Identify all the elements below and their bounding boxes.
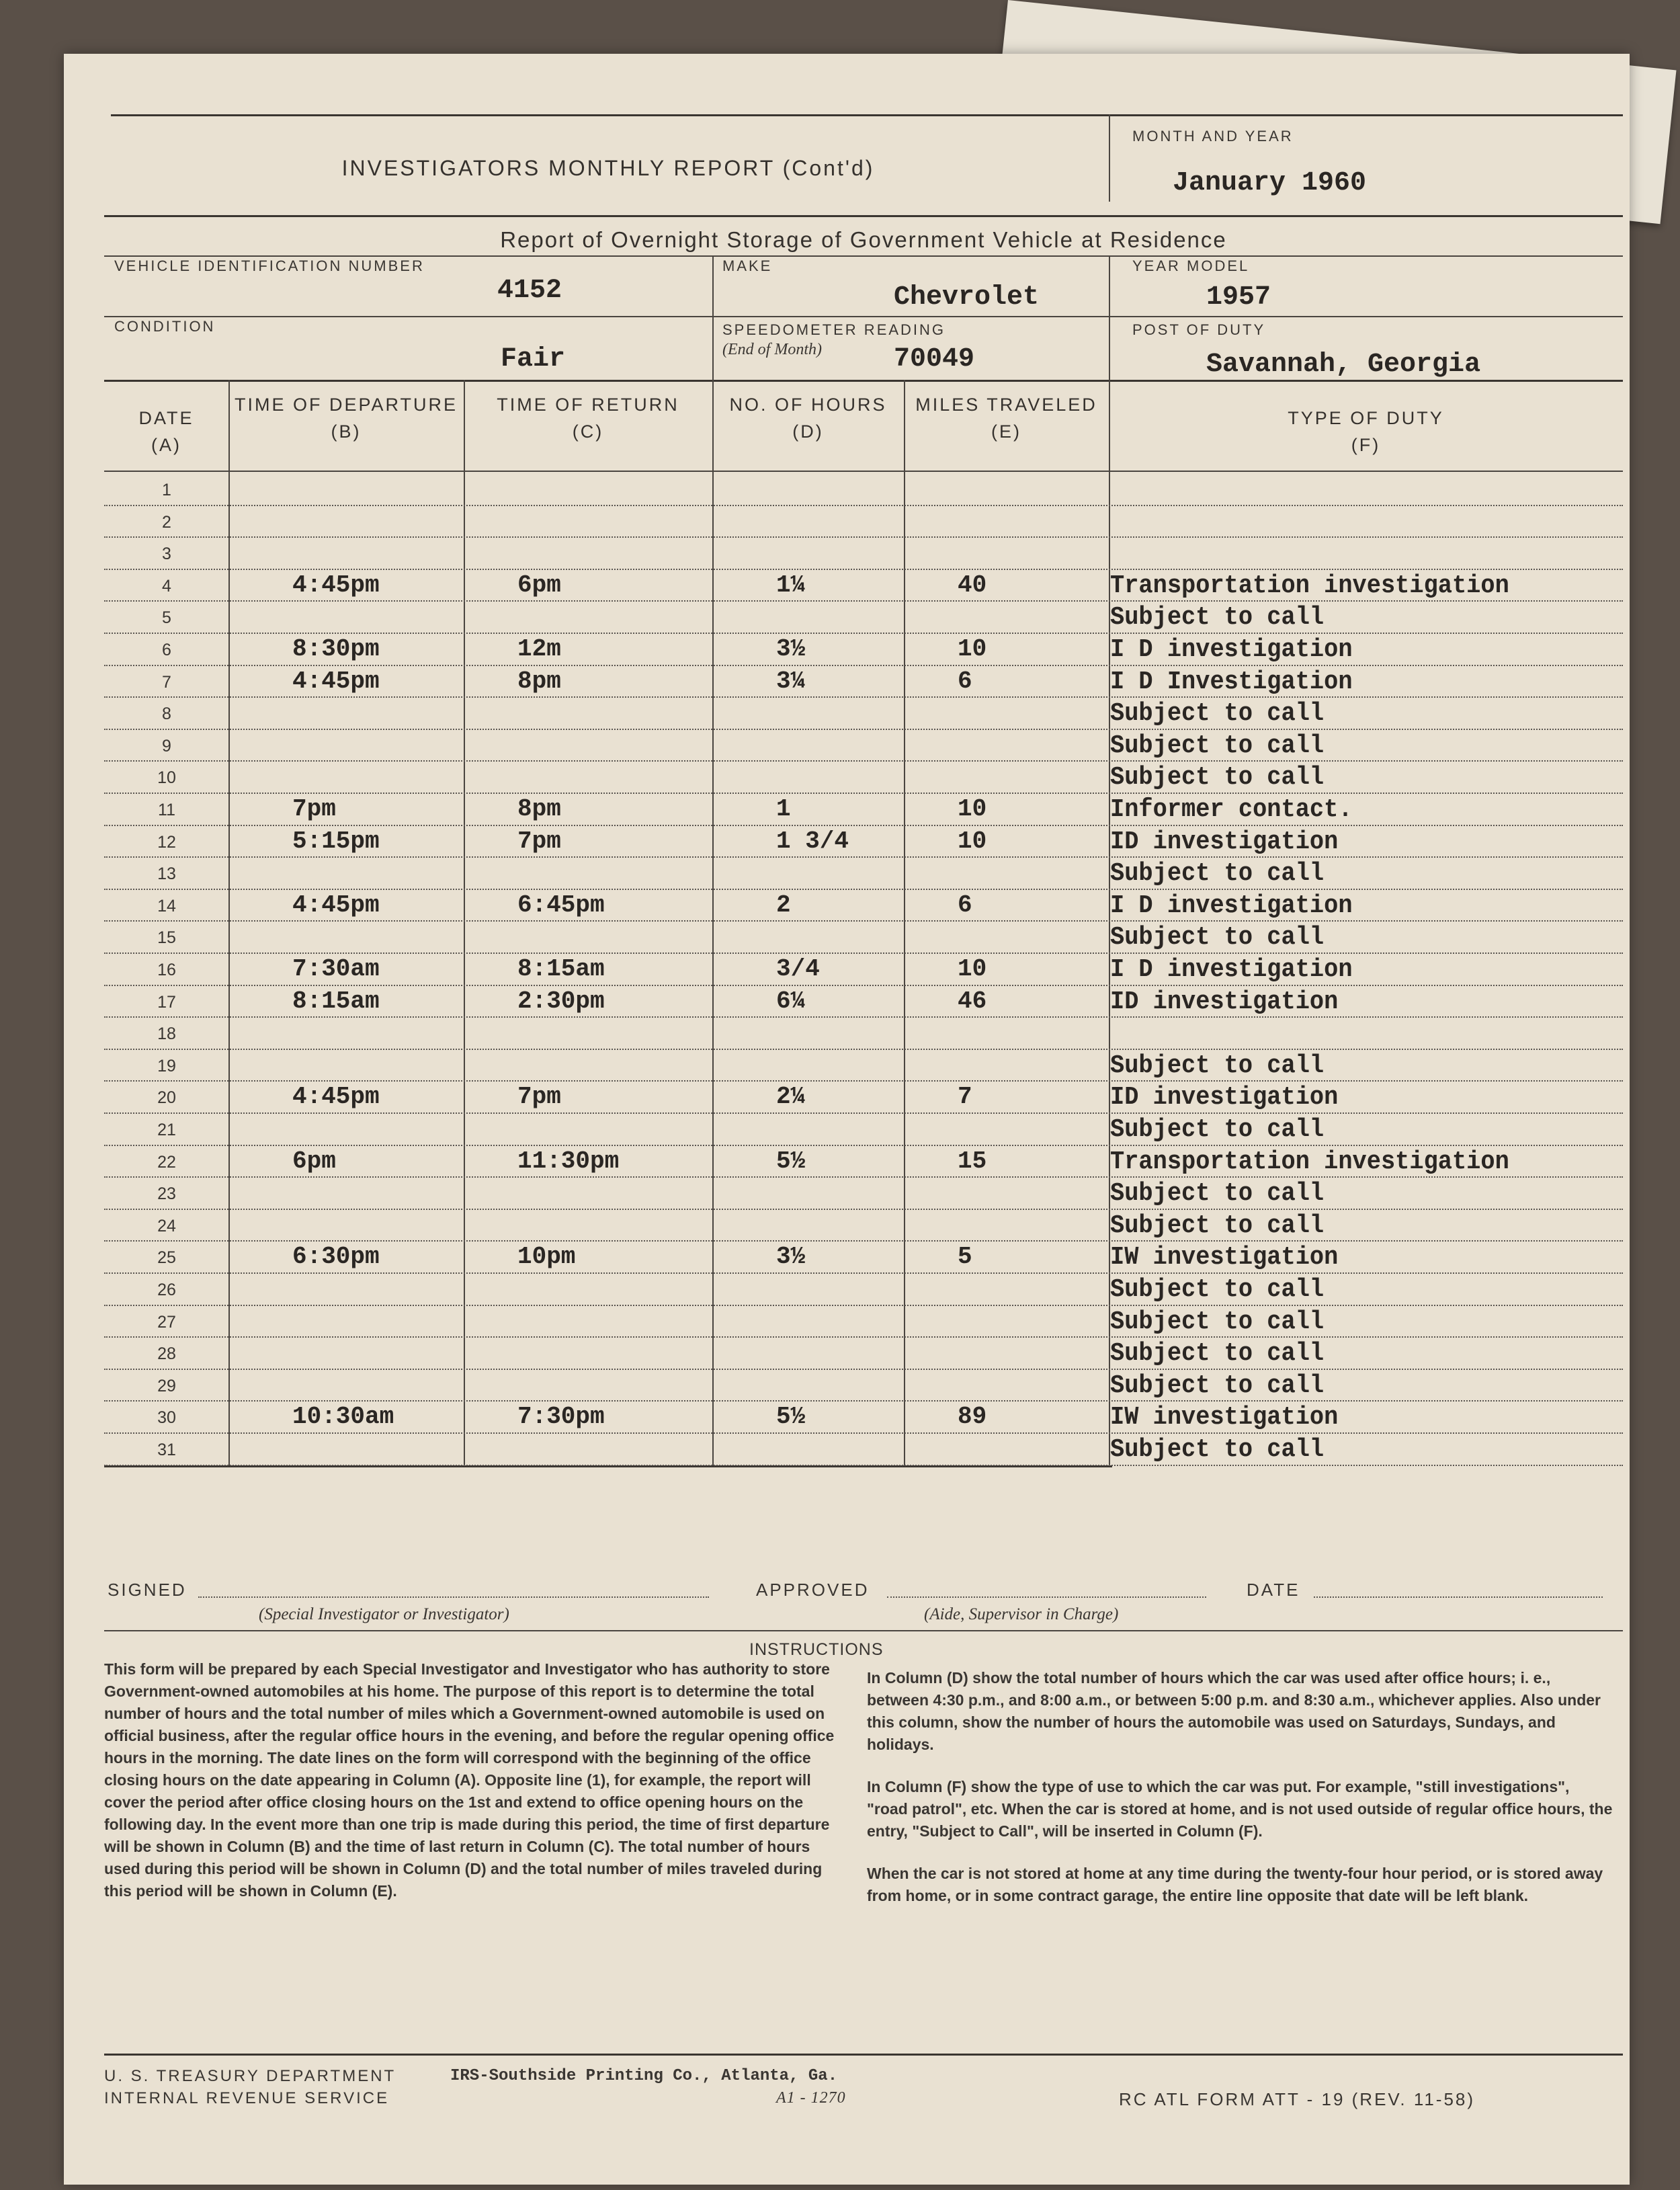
date-cell: 8 <box>162 704 171 724</box>
col-header-hours: NO. OF HOURS (D) <box>729 395 887 442</box>
return-cell[interactable]: 7:30pm <box>517 1403 605 1431</box>
miles-cell[interactable]: 5 <box>958 1243 972 1271</box>
date-cell: 5 <box>162 608 171 628</box>
footer-dept: U. S. TREASURY DEPARTMENT <box>104 2067 396 2085</box>
duty-cell[interactable]: I D investigation <box>1110 891 1353 920</box>
date-cell: 30 <box>157 1408 176 1428</box>
report-sheet <box>64 54 1630 2185</box>
miles-cell[interactable]: 46 <box>958 987 987 1015</box>
hours-cell[interactable]: 1 3/4 <box>776 827 849 855</box>
signed-label: SIGNED <box>108 1580 187 1600</box>
date-cell: 3 <box>162 544 171 564</box>
date-cell: 26 <box>157 1281 176 1299</box>
row-rule <box>104 1016 1623 1018</box>
duty-cell[interactable]: IW investigation <box>1110 1243 1339 1272</box>
hours-cell[interactable]: 2¼ <box>776 1083 806 1111</box>
return-cell[interactable]: 10pm <box>517 1243 576 1271</box>
duty-cell[interactable]: Subject to call <box>1110 1179 1325 1209</box>
duty-cell[interactable]: Subject to call <box>1110 859 1325 889</box>
date-cell: 7 <box>162 672 171 692</box>
duty-cell[interactable]: Subject to call <box>1110 1115 1325 1144</box>
departure-cell[interactable]: 4:45pm <box>292 571 380 599</box>
return-cell[interactable]: 6pm <box>517 571 561 599</box>
duty-cell[interactable]: Subject to call <box>1110 1307 1325 1336</box>
date-cell: 4 <box>162 576 171 596</box>
duty-cell[interactable]: I D investigation <box>1110 955 1353 984</box>
row-rule <box>104 1432 1623 1434</box>
row-rule <box>104 1112 1623 1114</box>
return-cell[interactable]: 2:30pm <box>517 987 605 1015</box>
duty-cell[interactable]: IW investigation <box>1110 1403 1339 1432</box>
miles-cell[interactable]: 10 <box>958 635 987 663</box>
duty-cell[interactable]: Subject to call <box>1110 699 1325 729</box>
miles-cell[interactable]: 6 <box>958 891 972 919</box>
col-header-miles: MILES TRAVELED (E) <box>915 395 1097 442</box>
duty-cell[interactable]: Transportation investigation <box>1110 1147 1509 1176</box>
row-rule <box>104 1209 1623 1210</box>
departure-cell[interactable]: 5:15pm <box>292 827 380 855</box>
date-line[interactable] <box>1314 1596 1603 1598</box>
row-rule <box>104 600 1623 602</box>
row-rule <box>104 1465 1623 1466</box>
col-header-duty: TYPE OF DUTY (F) <box>1288 408 1444 455</box>
duty-cell[interactable]: Subject to call <box>1110 1435 1325 1464</box>
miles-cell[interactable]: 10 <box>958 827 987 855</box>
footer-form-no: A1 - 1270 <box>776 2089 846 2107</box>
speedometer-value: 70049 <box>894 344 975 374</box>
departure-cell[interactable]: 6:30pm <box>292 1243 380 1271</box>
date-cell: 24 <box>157 1216 176 1235</box>
duty-cell[interactable]: Subject to call <box>1110 603 1325 633</box>
date-cell: 9 <box>162 736 171 756</box>
departure-cell[interactable]: 8:30pm <box>292 635 380 663</box>
instructions-title: INSTRUCTIONS <box>749 1640 884 1659</box>
row-rule <box>104 729 1623 730</box>
date-cell: 12 <box>157 832 176 852</box>
date-cell: 28 <box>157 1344 176 1364</box>
date-cell: 14 <box>157 896 176 916</box>
duty-cell[interactable]: ID investigation <box>1110 827 1339 856</box>
departure-cell[interactable]: 4:45pm <box>292 667 380 695</box>
row-rule <box>104 1240 1623 1242</box>
return-cell[interactable]: 6:45pm <box>517 891 605 919</box>
duty-cell[interactable]: Informer contact. <box>1110 795 1353 824</box>
duty-cell[interactable]: Subject to call <box>1110 763 1325 793</box>
col-header-departure: TIME OF DEPARTURE (B) <box>234 395 458 442</box>
approved-line[interactable] <box>887 1596 1206 1598</box>
hours-cell[interactable]: 3½ <box>776 1243 806 1271</box>
date-cell: 31 <box>157 1441 176 1459</box>
date-cell: 16 <box>157 961 176 979</box>
duty-cell[interactable]: I D investigation <box>1110 635 1353 664</box>
return-cell[interactable]: 7pm <box>517 827 561 855</box>
row-rule <box>104 536 1623 538</box>
post-of-duty-value: Savannah, Georgia <box>1206 350 1481 380</box>
hours-cell[interactable]: 3½ <box>776 635 806 663</box>
date-cell: 2 <box>162 512 171 532</box>
row-rule <box>104 985 1623 986</box>
date-cell: 29 <box>157 1376 176 1395</box>
make-label: MAKE <box>722 257 773 274</box>
date-cell: 6 <box>162 641 171 659</box>
duty-cell[interactable]: Transportation investigation <box>1110 571 1509 600</box>
miles-cell[interactable]: 15 <box>958 1147 987 1175</box>
approved-label: APPROVED <box>756 1580 870 1600</box>
footer-service: INTERNAL REVENUE SERVICE <box>104 2089 390 2107</box>
duty-cell[interactable]: Subject to call <box>1110 1275 1325 1304</box>
row-rule <box>104 1145 1623 1146</box>
post-of-duty-label: POST OF DUTY <box>1132 321 1266 338</box>
hours-cell[interactable]: 5½ <box>776 1403 806 1431</box>
departure-cell[interactable]: 6pm <box>292 1147 336 1175</box>
miles-cell[interactable]: 89 <box>958 1403 987 1431</box>
duty-cell[interactable]: Subject to call <box>1110 923 1325 952</box>
row-rule <box>104 569 1623 570</box>
return-cell[interactable]: 8:15am <box>517 955 605 983</box>
date-cell: 27 <box>157 1312 176 1332</box>
hours-cell[interactable]: 6¼ <box>776 987 806 1015</box>
speedometer-sub: (End of Month) <box>722 341 822 358</box>
row-rule <box>104 1176 1623 1178</box>
instructions-left: This form will be prepared by each Special Investigator and Investigator who has authority to store Government-owned automobiles at his home. The purpose of this report is to determine the total number of hours and the total number of miles which a Government-owned automobile is used on official business, after the regular office hours in the evening, and before the regular opening office hours in the morning. The date lines on the form will correspond with the beginning of the office closing hours on the date appearing in Column (A). Opposite line (1), for example, the report will cover the period after office closing hours on the 1st and extend to office opening hours on the following day. In the event more than one trip is made during this period, the time of first departure will be shown in Column (B) and the time of last return in Column (C). The total number of hours used during this period will be shown in Column (D) and the total number of miles traveled during this period will be shown in Column (E). <box>104 1660 835 1900</box>
signed-line[interactable] <box>198 1596 709 1598</box>
row-rule <box>104 1305 1623 1306</box>
year-model-value: 1957 <box>1206 282 1271 313</box>
date-cell: 19 <box>157 1056 176 1076</box>
col-header-date: DATE (A) <box>138 408 194 455</box>
return-cell[interactable]: 8pm <box>517 667 561 695</box>
date-cell: 11 <box>158 801 175 819</box>
return-cell[interactable]: 11:30pm <box>517 1147 620 1175</box>
date-cell: 17 <box>157 992 176 1012</box>
make-value: Chevrolet <box>894 282 1040 313</box>
duty-cell[interactable]: ID investigation <box>1110 1083 1339 1112</box>
miles-cell[interactable]: 7 <box>958 1083 972 1111</box>
row-rule <box>104 760 1623 762</box>
return-cell[interactable]: 7pm <box>517 1083 561 1111</box>
report-title: INVESTIGATORS MONTHLY REPORT (Cont'd) <box>341 156 875 180</box>
departure-cell[interactable]: 10:30am <box>292 1403 394 1431</box>
duty-cell[interactable]: Subject to call <box>1110 731 1325 760</box>
date-label: DATE <box>1247 1580 1300 1600</box>
departure-cell[interactable]: 4:45pm <box>292 1083 380 1111</box>
row-rule <box>104 920 1623 922</box>
hours-cell[interactable]: 3¼ <box>776 667 806 695</box>
departure-cell[interactable]: 7:30am <box>292 955 380 983</box>
month-year-value: January 1960 <box>1173 168 1367 198</box>
date-cell: 21 <box>157 1121 176 1139</box>
return-cell[interactable]: 8pm <box>517 795 561 823</box>
row-rule <box>104 665 1623 666</box>
row-rule <box>104 793 1623 794</box>
condition-label: CONDITION <box>114 318 216 335</box>
date-cell: 25 <box>157 1248 176 1268</box>
row-rule <box>104 1080 1623 1082</box>
duty-cell[interactable]: I D Investigation <box>1110 667 1353 696</box>
col-header-return: TIME OF RETURN (C) <box>497 395 679 442</box>
month-year-label: MONTH AND YEAR <box>1132 128 1294 145</box>
hours-cell[interactable]: 3/4 <box>776 955 820 983</box>
date-cell: 1 <box>162 481 171 499</box>
hours-cell[interactable]: 2 <box>776 891 791 919</box>
row-rule <box>104 1400 1623 1402</box>
row-rule <box>104 505 1623 506</box>
duty-cell[interactable]: Subject to call <box>1110 1339 1325 1369</box>
miles-cell[interactable]: 6 <box>958 667 972 695</box>
duty-cell[interactable]: ID investigation <box>1110 987 1339 1016</box>
hours-cell[interactable]: 5½ <box>776 1147 806 1175</box>
row-rule <box>104 633 1623 634</box>
row-rule <box>104 825 1623 826</box>
date-cell: 13 <box>157 864 176 884</box>
departure-cell[interactable]: 7pm <box>292 795 336 823</box>
date-cell: 10 <box>157 768 176 788</box>
date-cell: 22 <box>157 1152 176 1172</box>
instructions-right: In Column (D) show the total number of hours which the car was used after office hours; i. e., between 4:30 p.m., and 8:00 a.m., or between 5:00 p.m. and 8:30 a.m., whichever applies. Also under this column, show the number of hours the automobile was used on Saturdays, Sundays, and holidays. In Column (F) show the type of use to which the car was put. For example, "still investigations", "road patrol", etc. When the car is stored at home, and is not used outside of regular office hours, the entry, "Subject to Call", will be inserted in Column (F). When the car is not stored at home at any time during the twenty-four hour period, or is stored away from home, or in some contract garage, the entire line opposite that date will be left blank. <box>867 1669 1613 1904</box>
departure-cell[interactable]: 8:15am <box>292 987 380 1015</box>
condition-value: Fair <box>501 344 566 374</box>
miles-cell[interactable]: 10 <box>958 795 987 823</box>
date-cell: 20 <box>157 1088 176 1108</box>
duty-cell[interactable]: Subject to call <box>1110 1211 1325 1240</box>
row-rule <box>104 952 1623 954</box>
duty-cell[interactable]: Subject to call <box>1110 1051 1325 1080</box>
row-rule <box>104 1049 1623 1050</box>
footer-form-id: RC ATL FORM ATT - 19 (REV. 11-58) <box>1119 2089 1476 2109</box>
hours-cell[interactable]: 1 <box>776 795 791 823</box>
miles-cell[interactable]: 10 <box>958 955 987 983</box>
row-rule <box>104 1336 1623 1338</box>
date-cell: 18 <box>157 1024 176 1044</box>
year-model-label: YEAR MODEL <box>1132 257 1250 274</box>
date-cell: 23 <box>157 1184 176 1204</box>
vin-label: VEHICLE IDENTIFICATION NUMBER <box>114 257 425 274</box>
row-rule <box>104 1272 1623 1274</box>
hours-cell[interactable]: 1¼ <box>776 571 806 599</box>
date-cell: 15 <box>157 928 176 948</box>
vin-value: 4152 <box>497 276 562 306</box>
row-rule <box>104 696 1623 698</box>
report-subtitle: Report of Overnight Storage of Government Vehicle at Residence <box>500 227 1227 252</box>
approved-sub: (Aide, Supervisor in Charge) <box>924 1605 1119 1623</box>
speedometer-label: SPEEDOMETER READING <box>722 321 946 338</box>
signed-sub: (Special Investigator or Investigator) <box>259 1605 509 1623</box>
row-rule <box>104 1369 1623 1370</box>
footer-printer: IRS-Southside Printing Co., Atlanta, Ga. <box>450 2067 838 2085</box>
miles-cell[interactable]: 40 <box>958 571 987 599</box>
row-rule <box>104 889 1623 890</box>
row-rule <box>104 856 1623 858</box>
return-cell[interactable]: 12m <box>517 635 561 663</box>
duty-cell[interactable]: Subject to call <box>1110 1371 1325 1400</box>
departure-cell[interactable]: 4:45pm <box>292 891 380 919</box>
